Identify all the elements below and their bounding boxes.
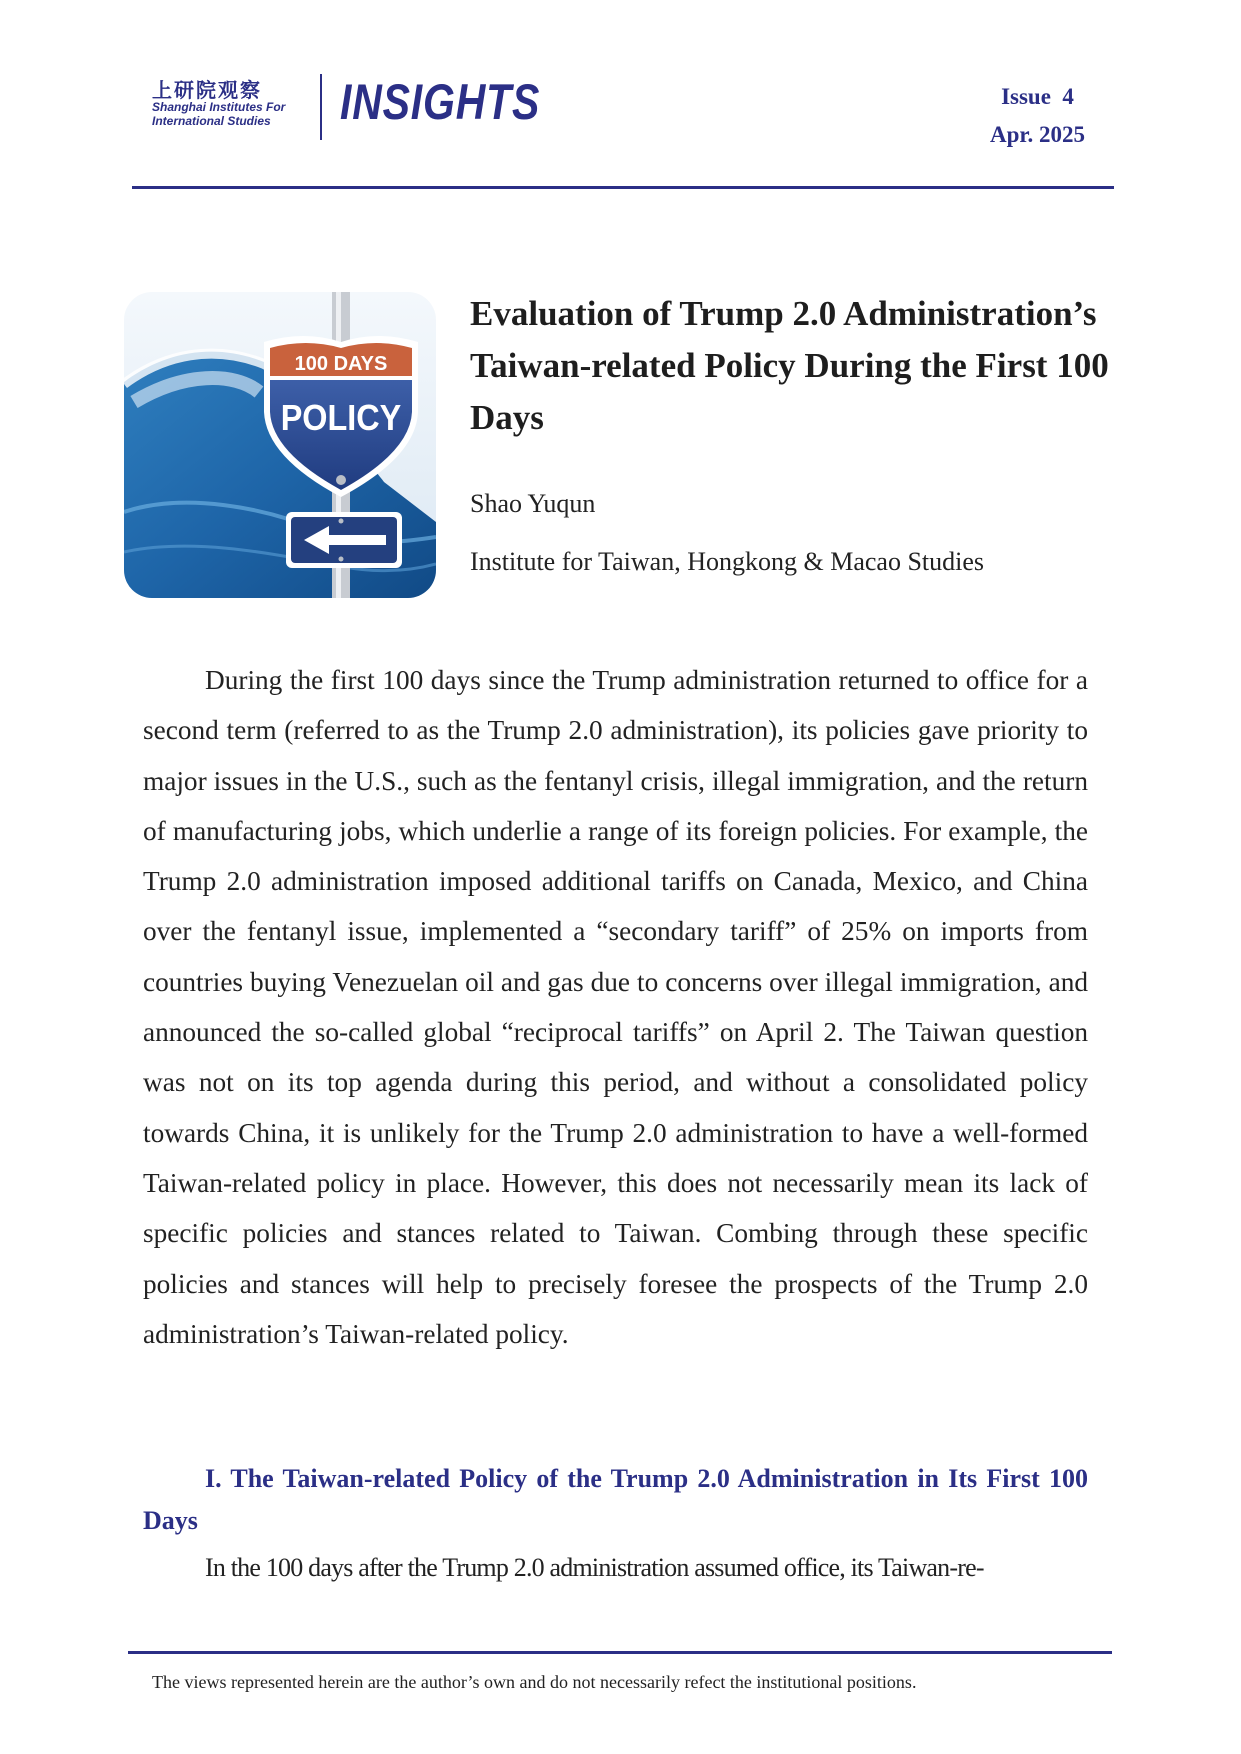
sign-top-text: 100 DAYS — [294, 353, 388, 375]
issue-number: Issue 4 — [1001, 84, 1074, 109]
author-name: Shao Yuqun — [470, 489, 596, 518]
logo-chinese: 上研院观察 — [152, 78, 262, 102]
section-first-line: In the 100 days after the Trump 2.0 administration assumed office, its Taiwan-re- — [205, 1553, 984, 1582]
issue-date: Apr. 2025 — [990, 122, 1085, 147]
footer-disclaimer: The views represented herein are the author’s own and do not necessarily refect the institutional positions. — [152, 1672, 917, 1692]
article-title: Evaluation of Trump 2.0 Administration’s Taiwan-related Policy During the First 100 Days — [470, 294, 1109, 437]
series-title: INSIGHTS — [340, 74, 541, 130]
sign-main-text: POLICY — [280, 398, 402, 439]
logo-english — [152, 100, 312, 128]
issue-info — [990, 78, 1085, 154]
wave-sign-illustration — [124, 292, 436, 598]
header-rule — [132, 186, 1114, 189]
section-heading: I. The Taiwan-related Policy of the Trump 2.0 Administration in Its First 100 Days — [143, 1464, 1088, 1535]
logo-english-line2: International Studies — [152, 114, 271, 128]
logo-divider — [320, 74, 322, 140]
body-paragraph: During the first 100 days since the Trump administration returned to office for a second term (referred to as the Trump 2.0 administration), its policies gave priority to major issues in the U.S., such as the fentanyl crisis, illegal immigration, and the return of manufacturing jobs, which underlie a range of its foreign policies. For example, the Trump 2.0 administration imposed additional tariffs on Canada, Mexico, and China over the fentanyl issue, implemented a “secondary tariff” of 25% on imports from countries buying Venezuelan oil and gas due to concerns over illegal immigration, and announced the so-called global “reciprocal tariffs” on April 2. The Taiwan question was not on its top agenda during this period, and without a consolidated policy towards China, it is unlikely for the Trump 2.0 administration to have a well-formed Taiwan-related policy in place. However, this does not necessarily mean its lack of specific policies and stances related to Taiwan. Combing through these specific policies and stances will help to precisely foresee the prospects of the Trump 2.0 administration’s Taiwan-related policy. — [143, 665, 1088, 1349]
cover-image — [124, 292, 436, 598]
footer-rule — [128, 1651, 1112, 1654]
logo-english-line1: Shanghai Institutes For — [152, 100, 286, 114]
article-body — [143, 655, 1088, 1359]
author-institute: Institute for Taiwan, Hongkong & Macao Studies — [470, 547, 985, 576]
